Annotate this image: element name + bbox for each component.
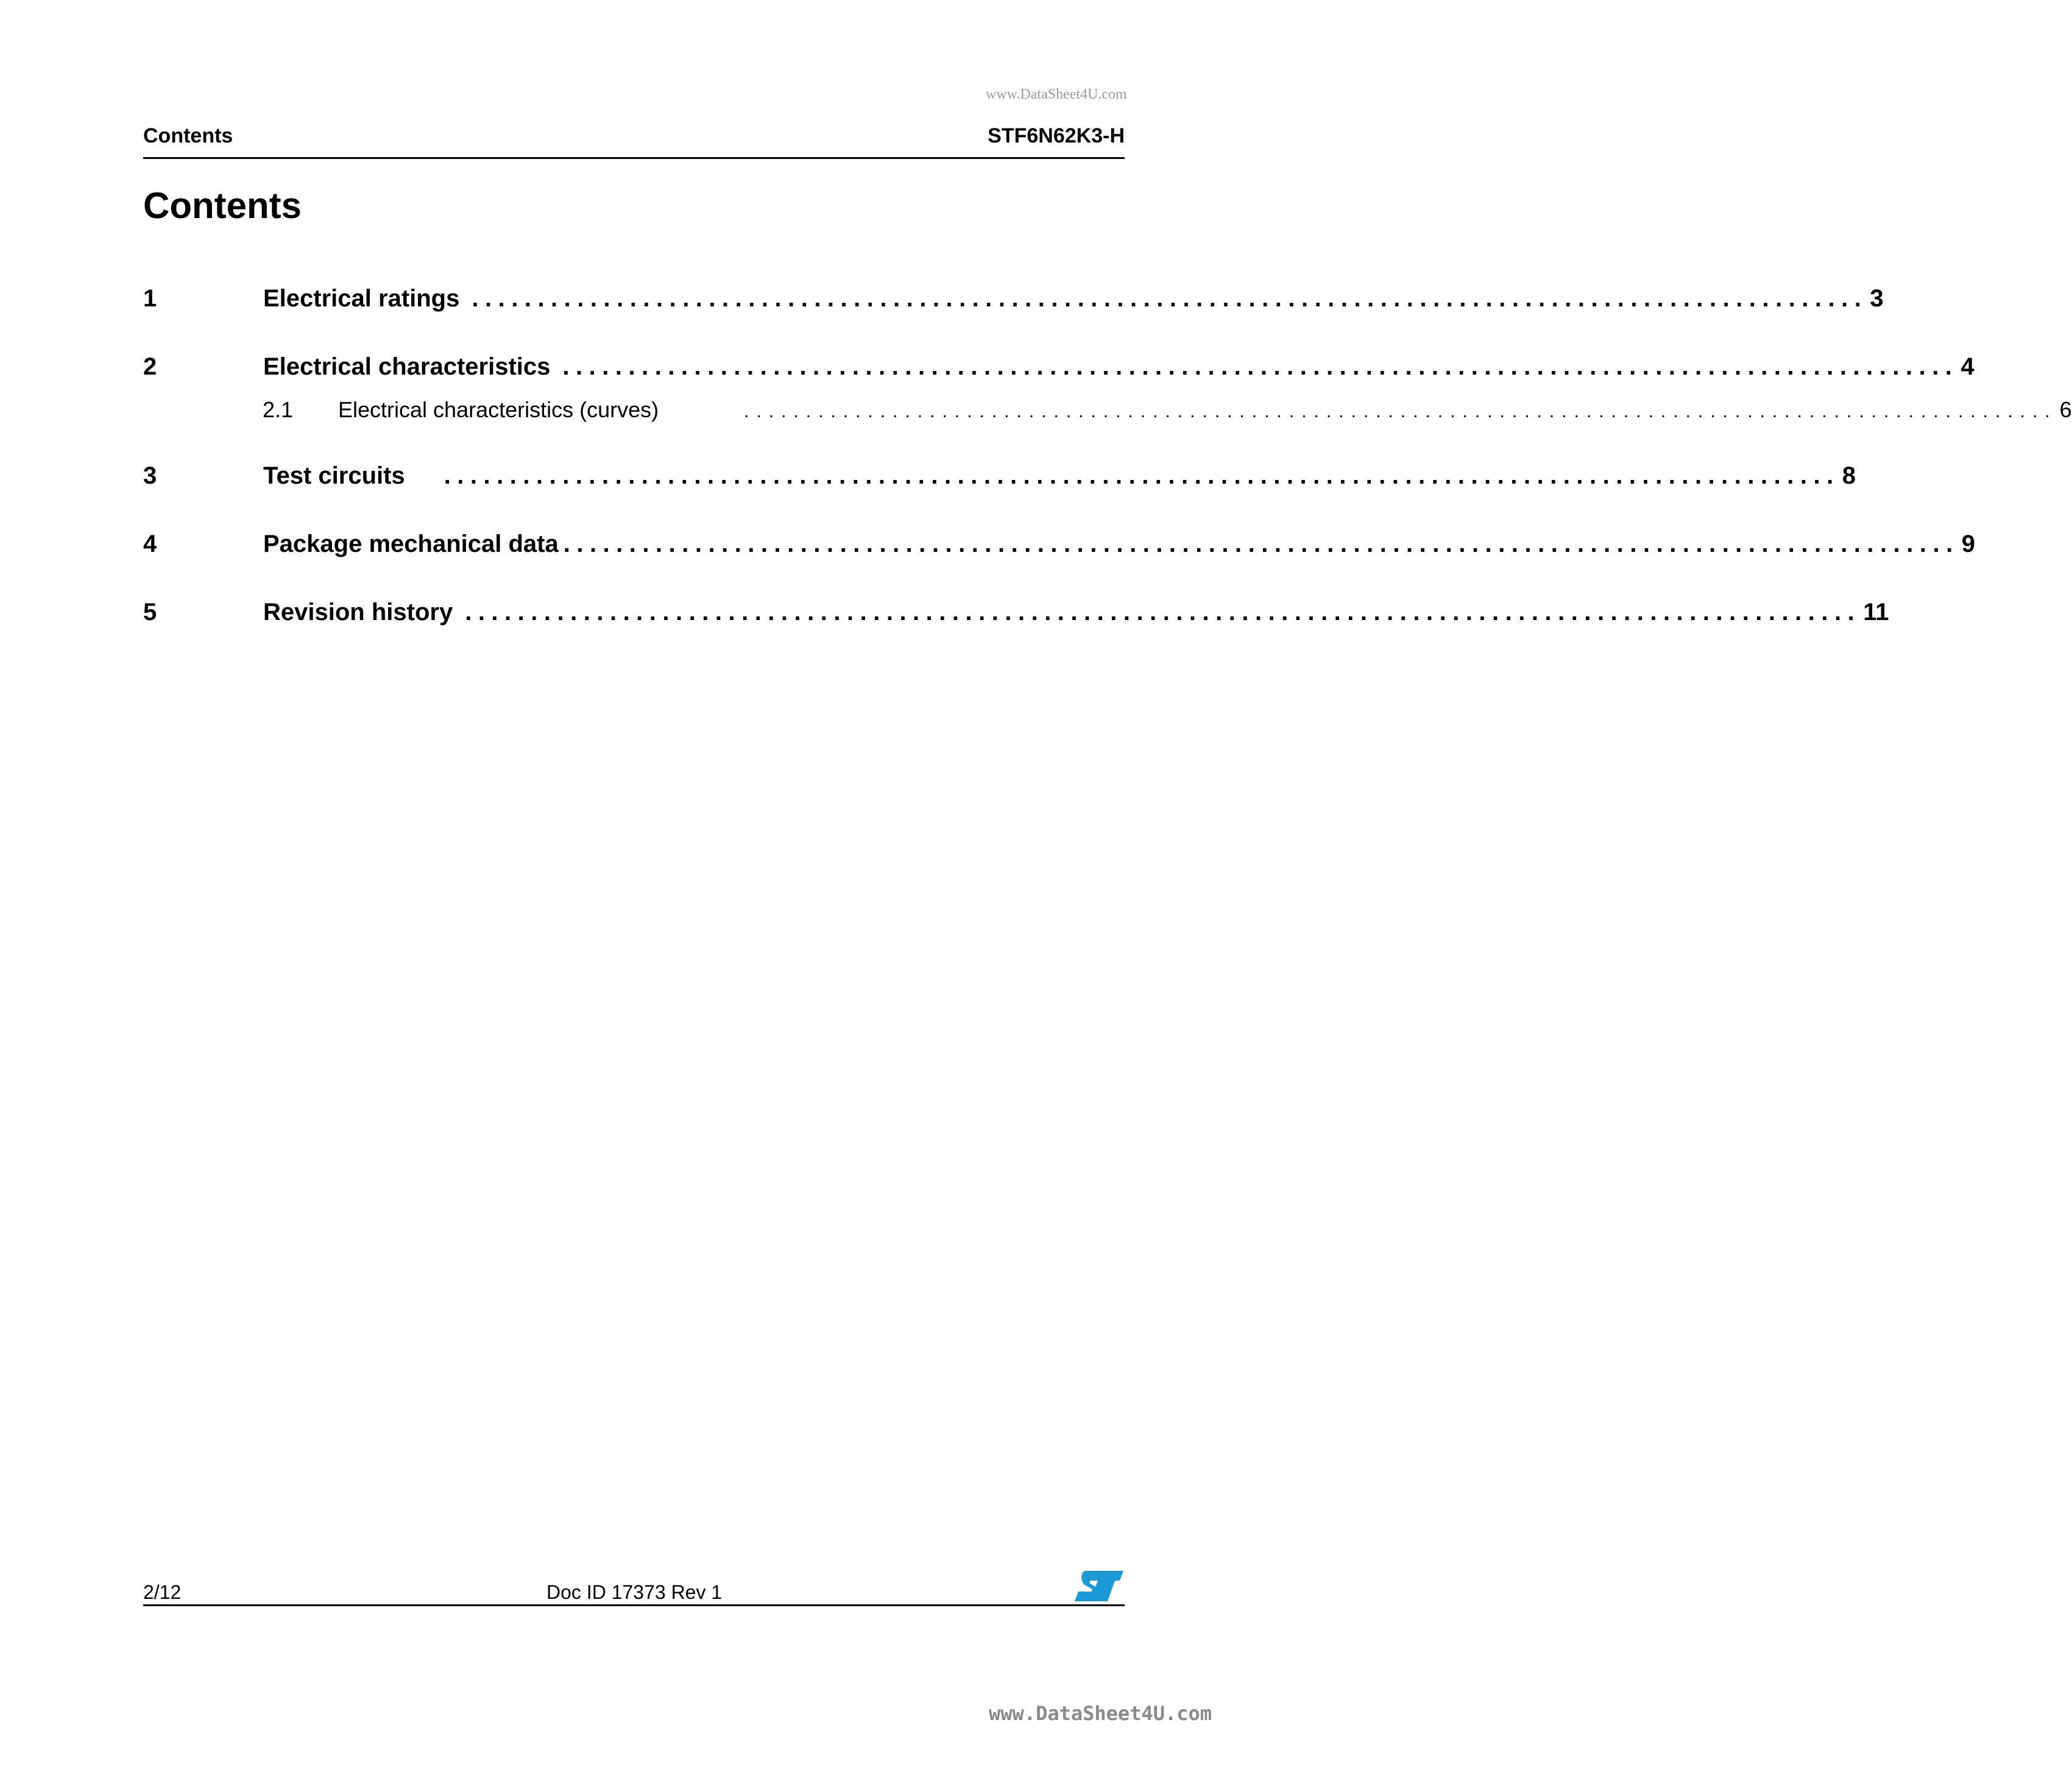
header-section-title: Contents — [143, 124, 233, 147]
header-rule — [143, 157, 1125, 159]
toc-entry-4[interactable] — [143, 531, 1975, 561]
toc-label[interactable]: Package mechanical data — [263, 531, 559, 557]
toc-number: 3 — [143, 462, 157, 489]
toc-number: 4 — [143, 531, 157, 557]
toc-dot-leader: .......................................................................................................... — [465, 599, 1861, 626]
toc-dot-leader: .......................................................................................................... — [562, 353, 1959, 380]
toc-label[interactable]: Electrical characteristics — [263, 353, 551, 380]
toc-dot-leader: .......................................................................................................... — [444, 462, 1840, 489]
toc-label[interactable]: Revision history — [263, 599, 453, 626]
toc-dot-leader: .......................................................................................................... — [472, 285, 1868, 312]
toc-sub-page-number[interactable]: 6 — [2059, 397, 2072, 422]
st-logo-icon — [1073, 1570, 1125, 1603]
toc-entry-5[interactable] — [143, 599, 1889, 629]
toc-entry-1[interactable] — [143, 285, 1884, 316]
watermark-top: www.DataSheet4U.com — [986, 86, 1127, 102]
toc-subentry-2-1[interactable] — [263, 397, 2072, 424]
toc-page-number[interactable]: 3 — [1870, 285, 1884, 312]
page-title: Contents — [143, 185, 302, 226]
toc-page-number[interactable]: 11 — [1863, 599, 1889, 626]
toc-entry-3[interactable] — [143, 462, 1856, 493]
toc-number: 1 — [143, 285, 157, 312]
toc-label[interactable]: Test circuits — [263, 462, 405, 489]
watermark-bottom: www.DataSheet4U.com — [989, 1702, 1212, 1725]
footer-doc-id: Doc ID 17373 Rev 1 — [546, 1581, 723, 1603]
toc-sub-number: 2.1 — [263, 397, 294, 422]
toc-number: 2 — [143, 353, 157, 380]
footer-page-number: 2/12 — [143, 1581, 182, 1603]
toc-number: 5 — [143, 599, 157, 626]
footer-rule — [143, 1604, 1125, 1606]
toc-dot-leader: .......................................................................................................... — [744, 401, 2057, 421]
toc-page-number[interactable]: 9 — [1961, 531, 1975, 557]
toc-label[interactable]: Electrical ratings — [263, 285, 460, 312]
header-part-number: STF6N62K3-H — [988, 124, 1125, 147]
toc-page-number[interactable]: 4 — [1961, 353, 1975, 380]
toc-entry-2[interactable] — [143, 353, 1975, 384]
toc-sub-label[interactable]: Electrical characteristics (curves) — [338, 397, 659, 422]
toc-page-number[interactable]: 8 — [1842, 462, 1856, 489]
toc-dot-leader: .......................................................................................................... — [563, 531, 1959, 557]
